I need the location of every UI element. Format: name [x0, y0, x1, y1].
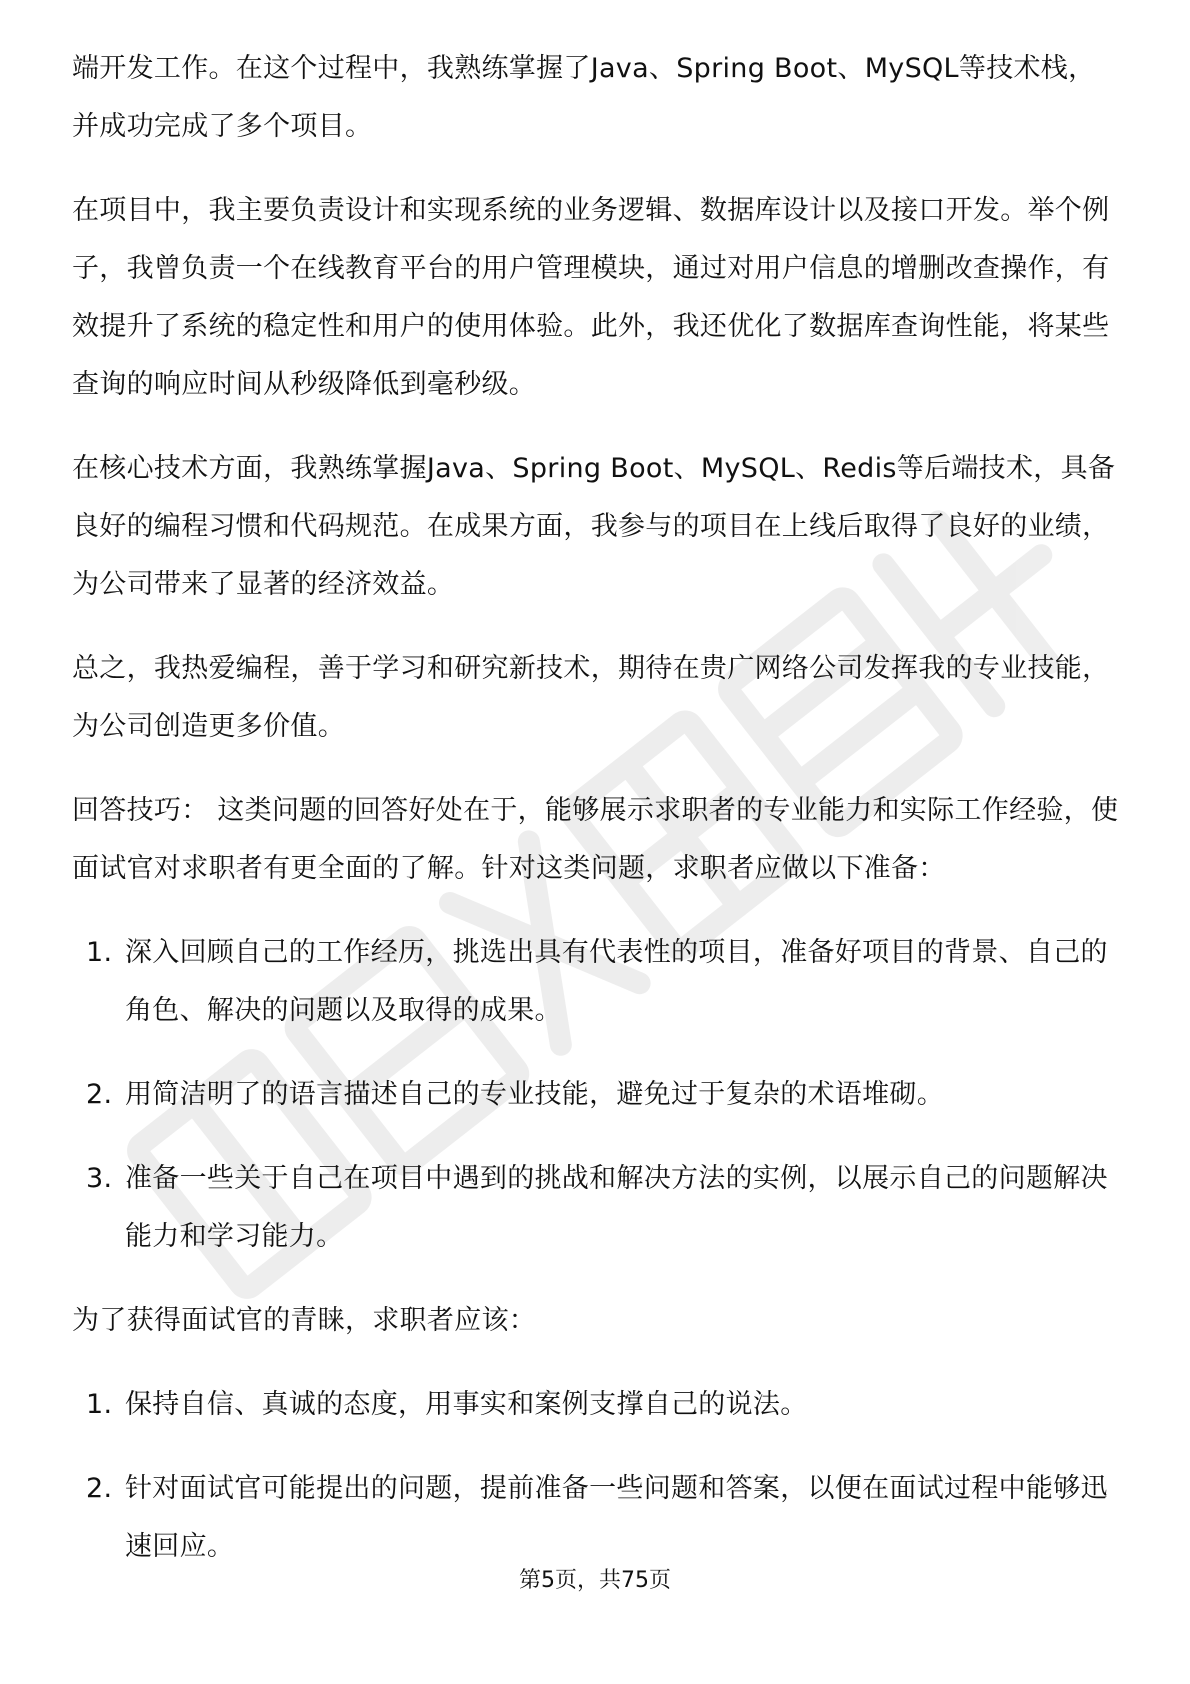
paragraph-summary: 总之，我热爱编程，善于学习和研究新技术，期待在贵广网络公司发挥我的专业技能，为公司创造更多价值。 [72, 653, 1110, 742]
list-item-number: 1. [86, 937, 113, 968]
list-item-number: 1. [86, 1389, 113, 1420]
list-item [72, 924, 1122, 1040]
list-item [72, 1066, 1122, 1124]
list-item-text: 针对面试官可能提出的问题，提前准备一些问题和答案，以便在面试过程中能够迅速回应。 [125, 1473, 1108, 1562]
list-item [72, 1150, 1122, 1266]
list-item-number: 2. [86, 1473, 113, 1504]
document-body [72, 40, 1122, 1602]
list-item [72, 1376, 1122, 1434]
advice-list [72, 1376, 1122, 1576]
paragraph-project-role: 在项目中，我主要负责设计和实现系统的业务逻辑、数据库设计以及接口开发。举个例子，我曾负责一个在线教育平台的用户管理模块，通过对用户信息的增删改查操作，有效提升了系统的稳定性和用户的使用体验。此外，我还优化了数据库查询性能，将某些查询的响应时间从秒级降低到毫秒级。 [72, 195, 1110, 400]
list-item-text: 用简洁明了的语言描述自己的专业技能，避免过于复杂的术语堆砌。 [125, 1079, 944, 1110]
page-number-footer: 第5页，共75页 [519, 1568, 671, 1593]
preparation-list [72, 924, 1122, 1266]
paragraph-answer-tips: 回答技巧： 这类问题的回答好处在于，能够展示求职者的专业能力和实际工作经验，使面试官对求职者有更全面的了解。针对这类问题，求职者应做以下准备： [72, 795, 1119, 884]
list-item-number: 2. [86, 1079, 113, 1110]
list-item-text: 深入回顾自己的工作经历，挑选出具有代表性的项目，准备好项目的背景、自己的角色、解决的问题以及取得的成果。 [125, 937, 1108, 1026]
list-item-text: 保持自信、真诚的态度，用事实和案例支撑自己的说法。 [125, 1389, 808, 1420]
paragraph-work-intro: 端开发工作。在这个过程中，我熟练掌握了Java、Spring Boot、MySQL等技术栈，并成功完成了多个项目。 [72, 53, 1096, 142]
list-item-text: 准备一些关于自己在项目中遇到的挑战和解决方法的实例，以展示自己的问题解决能力和学习能力。 [125, 1163, 1108, 1252]
list-item [72, 1460, 1122, 1576]
paragraph-impress-interviewer: 为了获得面试官的青睐，求职者应该： [72, 1305, 537, 1336]
paragraph-core-tech: 在核心技术方面，我熟练掌握Java、Spring Boot、MySQL、Redis等后端技术，具备良好的编程习惯和代码规范。在成果方面，我参与的项目在上线后取得了良好的业绩，为公司带来了显著的经济效益。 [72, 453, 1116, 600]
list-item-number: 3. [86, 1163, 113, 1194]
